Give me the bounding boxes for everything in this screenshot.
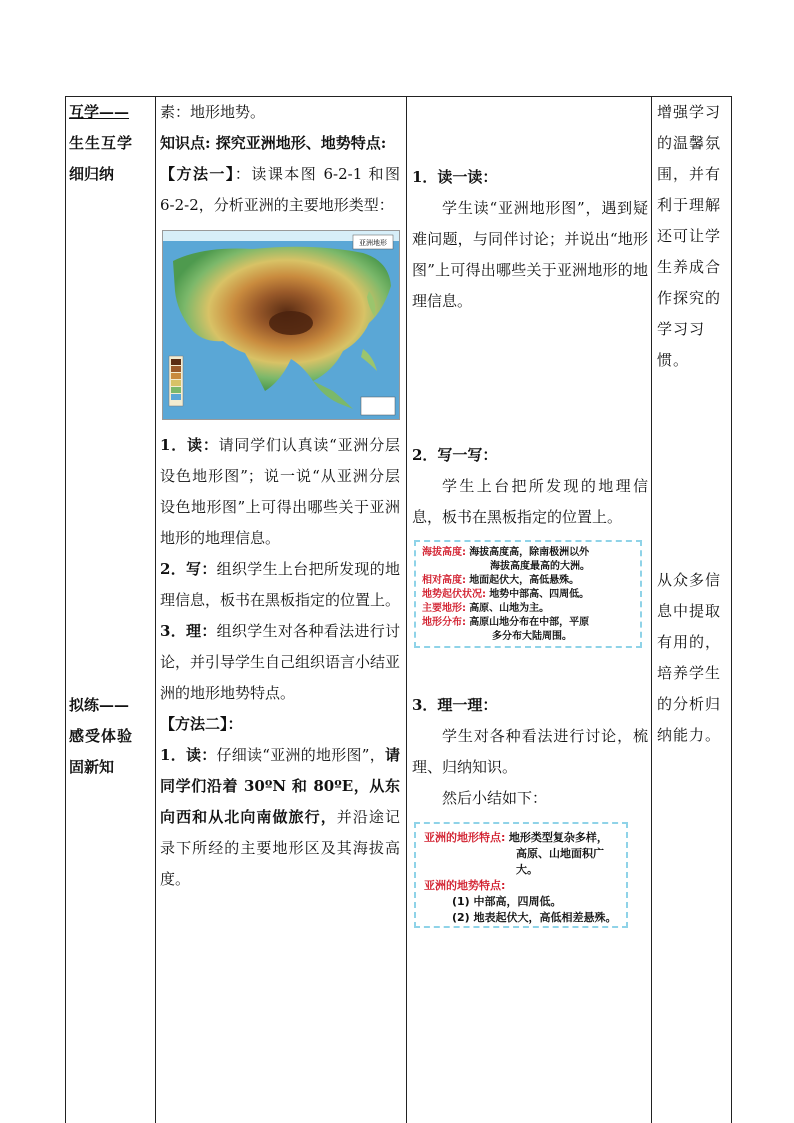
student-activity-1: 1．读一读： 学生读“亚洲地形图”，遇到疑难问题，与同伴讨论；并说出“地形图”上可得出哪些关于亚洲地形的地理信息。	[412, 168, 648, 310]
teacher-activity-steps: 1．读：请同学们认真读“亚洲分层设色地形图”；说一说“从亚洲分层设色地形图”上可得出哪些关于亚洲地形的地理信息。 2．写：组织学生上台把所发现的地理信息，板书在黑板指定的位置上。 3．理：组织学生对各种看法进行讨论，并引导学生自己组织语言小结亚洲的地形地势特点。 【方法二】： 1．读：仔细读“亚洲的地形图”，请同学们沿着 30ºN 和 80ºE，从东向西和从北向南做旅行，并沿途记录下所经的主要地形区及其海拔高度。	[160, 436, 401, 888]
summary-box-asia-features: 亚洲的地形特点: 地形类型复杂多样， 高原、山地面积广大。 亚洲的地势特点: (1) 中部高，四周低。 (2) 地表起伏大，高低相差悬殊。	[414, 822, 628, 928]
student-activity-3: 3．理一理： 学生对各种看法进行讨论，梳理、归纳知识。 然后小结如下：	[412, 696, 648, 807]
design-intent-1: 增强学习的温馨氛围，并有利于理解还可让学生养成合作探究的学习习惯。	[657, 103, 722, 369]
teacher-activity-top: 素：地形地势。 知识点: 探究亚洲地形、地势特点: 【方法一】：读课本图 6-2-1 和图 6-2-2，分析亚洲的主要地形类型：	[160, 103, 400, 214]
table-border-left	[65, 96, 66, 1123]
stage-label-1: 互学—— 生生互学 细归纳	[69, 103, 134, 183]
asia-topographic-map	[162, 230, 400, 420]
table-divider-3	[651, 96, 652, 1123]
student-activity-2: 2．写一写： 学生上台把所发现的地理信息，板书在黑板指定的位置上。	[412, 446, 648, 526]
table-divider-2	[406, 96, 407, 1123]
design-intent-2: 从众多信息中提取有用的，培养学生的分析归纳能力。	[657, 571, 722, 744]
table-border-right	[731, 96, 732, 1123]
map-title: 亚洲地形	[359, 239, 387, 247]
table-divider-1	[155, 96, 156, 1123]
summary-box-topography: 海拔高度: 海拔高度高，除南极洲以外 海拔高度最高的大洲。 相对高度: 地面起伏大，高低悬殊。 地势起伏状况: 地势中部高、四周低。 主要地形: 高原、山地为主。 地形分布: 高原山地分布在中部，平原 多分布大陆周围。	[414, 540, 642, 648]
stage-label-2: 拟练—— 感受体验 固新知	[69, 696, 134, 776]
